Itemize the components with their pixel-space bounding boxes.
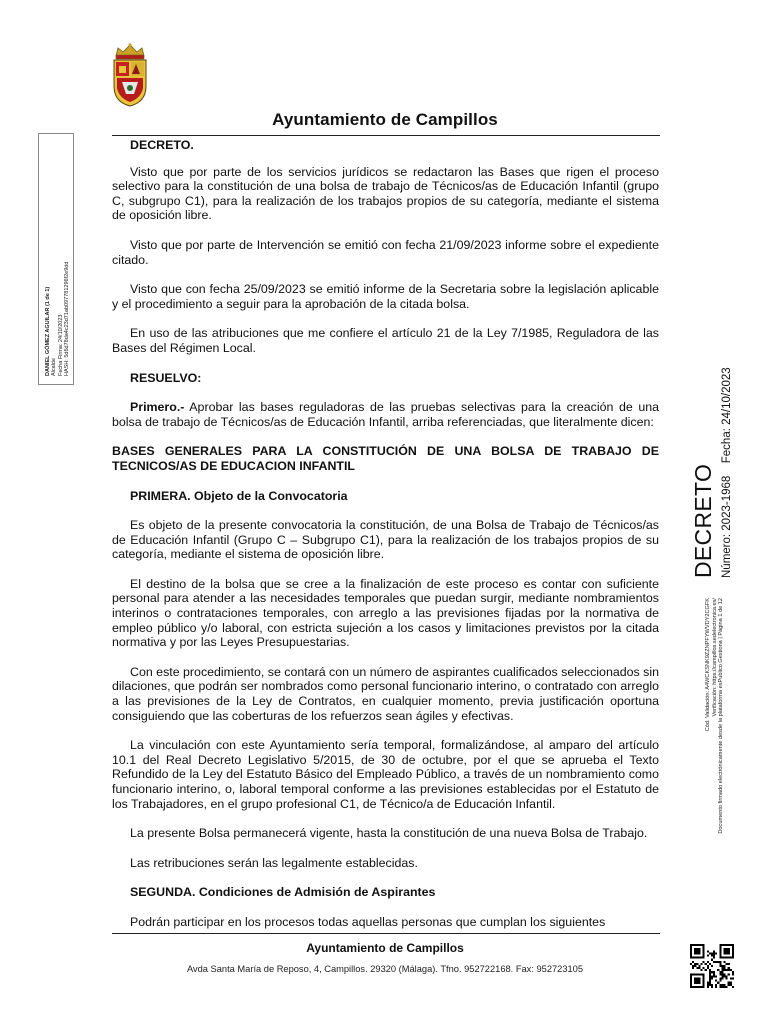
verification-url: Verificación: https://campillos.sedelectronica.es/	[711, 598, 718, 717]
section-heading-primera: PRIMERA. Objeto de la Convocatoria	[130, 488, 348, 503]
footer-divider	[112, 933, 660, 934]
coat-of-arms-logo	[108, 42, 152, 110]
document-body	[112, 138, 659, 930]
footer-address: Avda Santa María de Reposo, 4, Campillos. 29320 (Málaga). Tfno. 952722168. Fax: 952723105	[186, 964, 584, 974]
header-divider	[112, 135, 660, 136]
paragraph: En uso de las atribuciones que me confiere el artículo 21 de la Ley 7/1985, Reguladora de las Bases del Régimen Local.	[112, 326, 659, 355]
paragraph: Visto que por parte de los servicios jurídicos se redactaron las Bases que rigen el proceso selectivo para la constitución de una bolsa de trabajo de Técnicos/as de Educación Infantil (grupo C, subgrupo C1), para la realización de los trabajos propios de su categoría, mediante el sistema de oposición libre.	[112, 164, 659, 223]
decreto-number: Número: 2023-1968	[721, 475, 733, 578]
verification-code: Cód. Validación: A4WCKSNK9ZZNPFYWVDY2CGFK	[705, 598, 711, 732]
paragraph: Las retribuciones serán las legalmente establecidas.	[130, 855, 418, 870]
primero-label: Primero.-	[130, 400, 185, 415]
section-heading-segunda: SEGUNDA. Condiciones de Admisión de Aspirantes	[130, 885, 436, 900]
paragraph: Visto que con fecha 25/09/2023 se emitió informe de la Secretaria sobre la legislación aplicable y el procedimiento a seguir para la aprobación de la citada bolsa.	[112, 282, 659, 311]
signature-date: Fecha Firma: 24/10/2023	[57, 314, 64, 376]
signer-name: DANIEL GÓMEZ AGUILAR (1 de 1)	[45, 286, 51, 376]
verification-note: Documento firmado electrónicamente desde la plataforma esPublico Gestiona | Página 1 de 12	[718, 598, 725, 834]
paragraph: Visto que por parte de Intervención se emitió con fecha 21/09/2023 informe sobre el expediente citado.	[112, 237, 659, 267]
signature-text	[41, 130, 77, 382]
decreto-stamp	[690, 367, 750, 580]
page-title: Ayuntamiento de Campillos	[272, 110, 498, 129]
decreto-label: DECRETO	[690, 463, 716, 578]
decreto-heading: DECRETO.	[130, 138, 194, 152]
signer-role: Alcalde	[51, 357, 58, 376]
signature-hash: HASH: 5d6d78da4c23d71ab097781296f2e9dd	[64, 261, 71, 376]
paragraph: La vinculación con este Ayuntamiento sería temporal, formalizándose, al amparo del artículo 10.1 del Real Decreto Legislativo 5/2015, de 30 de octubre, por el que se aprueba el Texto Refundido de la Ley del Estatuto Básico del Empleado Público, a través de un nombramiento como funcionario interino, o, laboral temporal conforme a las previsiones establecidas por el Estatuto de los Trabajadores, en el grupo profesional C1, de Técnico/a de Educación Infantil.	[112, 738, 659, 811]
primero-paragraph	[112, 400, 659, 429]
paragraph: Es objeto de la presente convocatoria la constitución, de una Bolsa de Trabajo de Técnicos/as de Educación Infantil (Grupo C – Subgrupo C1), para la realización de los trabajos propios de su categoría, mediante el sistema de oposición libre.	[112, 518, 659, 562]
primero-text: Aprobar las bases reguladoras de las pruebas selectivas para la creación de una bolsa de trabajo de Técnicos/as de Educación Infantil, arriba referenciadas, que literalmente dicen:	[112, 400, 659, 429]
paragraph: La presente Bolsa permanecerá vigente, hasta la constitución de una nueva Bolsa de Trabajo.	[130, 826, 648, 841]
verification-block	[705, 600, 741, 940]
decreto-date: Fecha: 24/10/2023	[721, 367, 733, 464]
footer-title: Ayuntamiento de Campillos	[306, 941, 464, 955]
paragraph: El destino de la bolsa que se cree a la finalización de este proceso es contar con suficiente personal para atender a las necesidades temporales que puedan surgir, mediante nombramientos interinos o contrataciones temporales, con arreglo a las previsiones fijadas por la normativa de empleo público y/o laboral, con estricta sujeción a los casos y limitaciones previstos por la citada normativa y por las Leyes Presupuestarias.	[112, 576, 659, 650]
paragraph: Con este procedimiento, se contará con un número de aspirantes cualificados seleccionados sin dilaciones, que podrán ser nombrados como personal funcionario interino, o contratado con arreglo a las previsiones de la Ley de Contratos, en cualquier momento, previa justificación oportuna consiguiendo que las coberturas de los refuerzos sean ágiles y efectivas.	[112, 664, 659, 723]
paragraph: Podrán participar en los procesos todas aquellas personas que cumplan los siguientes	[130, 914, 606, 929]
signature-box	[38, 133, 74, 385]
bases-title: BASES GENERALES PARA LA CONSTITUCIÓN DE UNA BOLSA DE TRABAJO DE TECNICOS/AS DE EDUCACION INFANTIL	[112, 444, 659, 473]
resuelvo-heading: RESUELVO:	[130, 370, 202, 385]
